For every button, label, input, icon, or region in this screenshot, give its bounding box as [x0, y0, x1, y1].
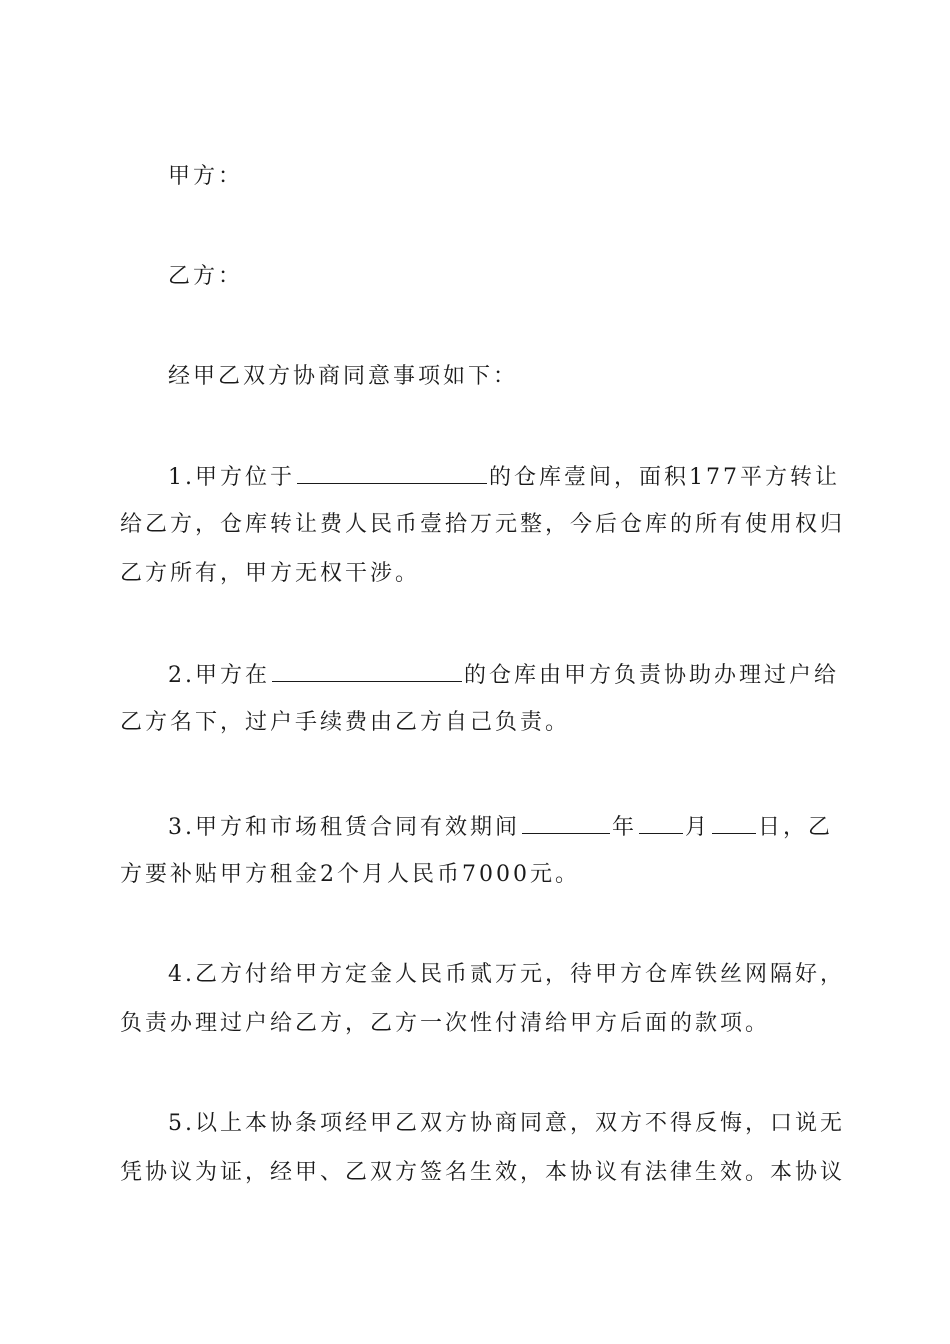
clause-5-line-2: 凭协议为证，经甲、乙双方签名生效，本协议有法律生效。本协议	[120, 1160, 846, 1185]
party-a-label: 甲方：	[168, 164, 244, 189]
clause-4-line-1: 4.乙方付给甲方定金人民币贰万元，待甲方仓库铁丝网隔好，	[168, 962, 845, 987]
year-label: 年	[612, 815, 638, 840]
clause-3-prefix: 3.甲方和市场租赁合同有效期间	[168, 815, 520, 840]
clause-2-line-1	[168, 659, 840, 691]
clause-1-prefix: 1.甲方位于	[168, 465, 295, 490]
clause-3-line-1	[168, 811, 840, 843]
clause-2-line-2: 乙方名下，过户手续费由乙方自己负责。	[120, 710, 571, 735]
clause-1-line-2: 给乙方，仓库转让费人民币壹拾万元整，今后仓库的所有使用权归	[120, 512, 846, 537]
day-label: 日，乙	[758, 815, 834, 840]
party-b-label: 乙方：	[168, 264, 244, 289]
day-blank	[712, 811, 756, 834]
clause-4-line-2: 负责办理过户给乙方，乙方一次性付清给甲方后面的款项。	[120, 1011, 771, 1036]
intro-text: 经甲乙双方协商同意事项如下：	[168, 364, 519, 389]
clause-1-line-3: 乙方所有，甲方无权干涉。	[120, 561, 421, 586]
clause-5-line-1: 5.以上本协条项经甲乙双方协商同意，双方不得反悔，口说无	[168, 1111, 845, 1136]
clause-1-line-1	[168, 461, 840, 493]
month-blank	[639, 811, 683, 834]
year-blank	[522, 811, 610, 834]
warehouse-location-blank	[272, 659, 462, 682]
clause-2-prefix: 2.甲方在	[168, 663, 270, 688]
month-label: 月	[685, 815, 711, 840]
location-blank	[297, 461, 487, 484]
clause-2-suffix: 的仓库由甲方负责协助办理过户给	[464, 663, 840, 688]
clause-3-line-2: 方要补贴甲方租金2个月人民币7000元。	[120, 862, 580, 887]
clause-1-suffix: 的仓库壹间，面积177平方转让	[489, 465, 840, 490]
